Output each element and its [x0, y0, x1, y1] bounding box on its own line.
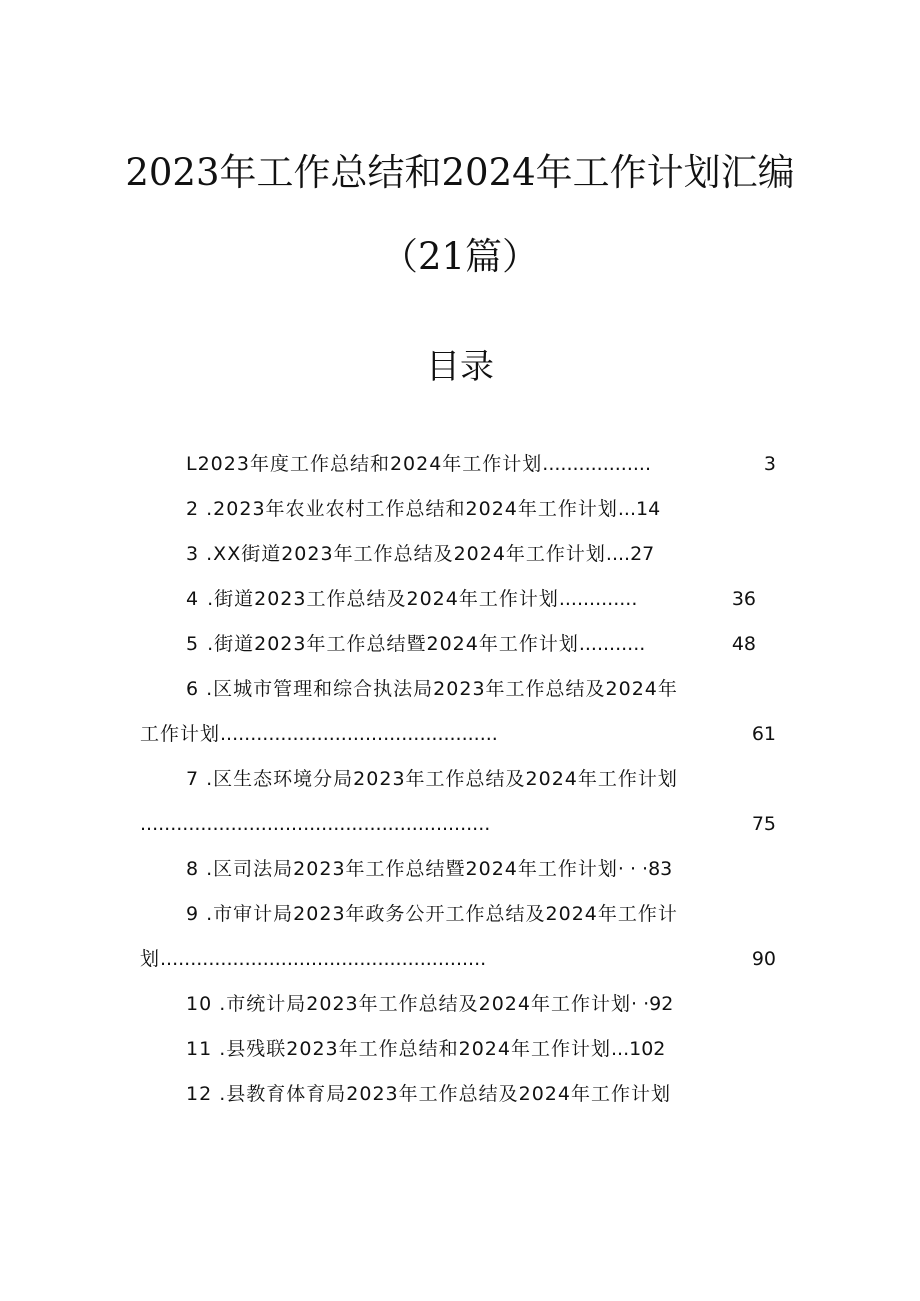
toc-page-number: 36	[731, 588, 756, 610]
toc-page-number: 83	[648, 858, 673, 880]
toc-entry-6-continuation[interactable]	[140, 719, 776, 749]
toc-entry-number: 8	[186, 858, 200, 880]
toc-entry-number: 4	[186, 588, 200, 610]
toc-page-number: 48	[731, 633, 756, 655]
toc-entry-8[interactable]	[186, 854, 746, 884]
toc-entry-number: 7	[186, 768, 200, 790]
toc-entry-7-continuation[interactable]	[140, 809, 776, 839]
toc-entry-7[interactable]	[186, 764, 746, 794]
toc-leader-dots: ....	[605, 543, 631, 565]
toc-entry-title: .区司法局2023年工作总结暨2024年工作计划	[206, 858, 618, 880]
toc-entry-number: 3	[186, 543, 200, 565]
toc-page-number: 102	[629, 1038, 666, 1060]
toc-entry-10[interactable]	[186, 989, 746, 1019]
toc-leader-dots: ...........	[578, 633, 646, 655]
toc-entry-title: .县残联2023年工作总结和2024年工作计划	[219, 1038, 611, 1060]
toc-leader-dots: ......................................................	[160, 948, 487, 970]
toc-entry-12[interactable]	[186, 1079, 746, 1109]
toc-leader-dots: ...	[617, 498, 637, 520]
toc-entry-5[interactable]	[186, 629, 756, 659]
toc-page-number: 27	[630, 543, 655, 565]
toc-leader-dots: ..................	[542, 453, 652, 475]
toc-page-number: 3	[763, 453, 776, 475]
toc-entry-title: .街道2023工作总结及2024年工作计划	[207, 588, 559, 610]
toc-page-number: 92	[649, 993, 674, 1015]
toc-entry-title: .XX街道2023年工作总结及2024年工作计划	[206, 543, 606, 565]
toc-leader-dots: ...	[610, 1038, 630, 1060]
toc-entry-title: .县教育体育局2023年工作总结及2024年工作计划	[219, 1083, 671, 1105]
toc-entry-title: L2023年度工作总结和2024年工作计划	[186, 453, 543, 475]
toc-entry-title: .街道2023年工作总结暨2024年工作计划	[207, 633, 579, 655]
toc-entry-title-continuation: 划	[140, 948, 161, 970]
toc-entry-9-continuation[interactable]	[140, 944, 776, 974]
toc-page-number: 75	[751, 813, 776, 835]
document-subtitle: （21篇）	[380, 235, 540, 278]
toc-heading: 目录	[426, 347, 494, 387]
toc-entry-number: 6	[186, 678, 200, 700]
toc-entry-2[interactable]	[186, 494, 746, 524]
toc-leader-dots: · ·	[630, 993, 650, 1015]
toc-entry-11[interactable]	[186, 1034, 746, 1064]
toc-entry-3[interactable]	[186, 539, 746, 569]
toc-entry-number: 9	[186, 903, 200, 925]
toc-page-number: 61	[751, 723, 776, 745]
document-title: 2023年工作总结和2024年工作计划汇编	[125, 151, 795, 194]
toc-leader-dots: ..........................................................	[140, 813, 491, 835]
toc-entry-title: .市统计局2023年工作总结及2024年工作计划	[219, 993, 631, 1015]
toc-entry-number: 10	[186, 993, 213, 1015]
toc-page-number: 90	[751, 948, 776, 970]
toc-entry-title: .区生态环境分局2023年工作总结及2024年工作计划	[206, 768, 678, 790]
toc-entry-title: .市审计局2023年政务公开工作总结及2024年工作计	[206, 903, 678, 925]
toc-leader-dots: · · ·	[617, 858, 649, 880]
toc-entry-4[interactable]	[186, 584, 756, 614]
toc-entry-number: 5	[186, 633, 200, 655]
toc-entry-9[interactable]	[186, 899, 746, 929]
toc-entry-number: 12	[186, 1083, 213, 1105]
toc-entry-number: 11	[186, 1038, 213, 1060]
toc-entry-1[interactable]	[186, 449, 776, 479]
toc-entry-number: 2	[186, 498, 200, 520]
toc-entry-title: .2023年农业农村工作总结和2024年工作计划	[206, 498, 618, 520]
toc-entry-6[interactable]	[186, 674, 746, 704]
toc-entry-title-continuation: 工作计划	[140, 723, 221, 745]
toc-leader-dots: ..............................................	[220, 723, 498, 745]
toc-page-number: 14	[636, 498, 661, 520]
toc-entry-title: .区城市管理和综合执法局2023年工作总结及2024年	[206, 678, 678, 700]
toc-leader-dots: .............	[558, 588, 638, 610]
